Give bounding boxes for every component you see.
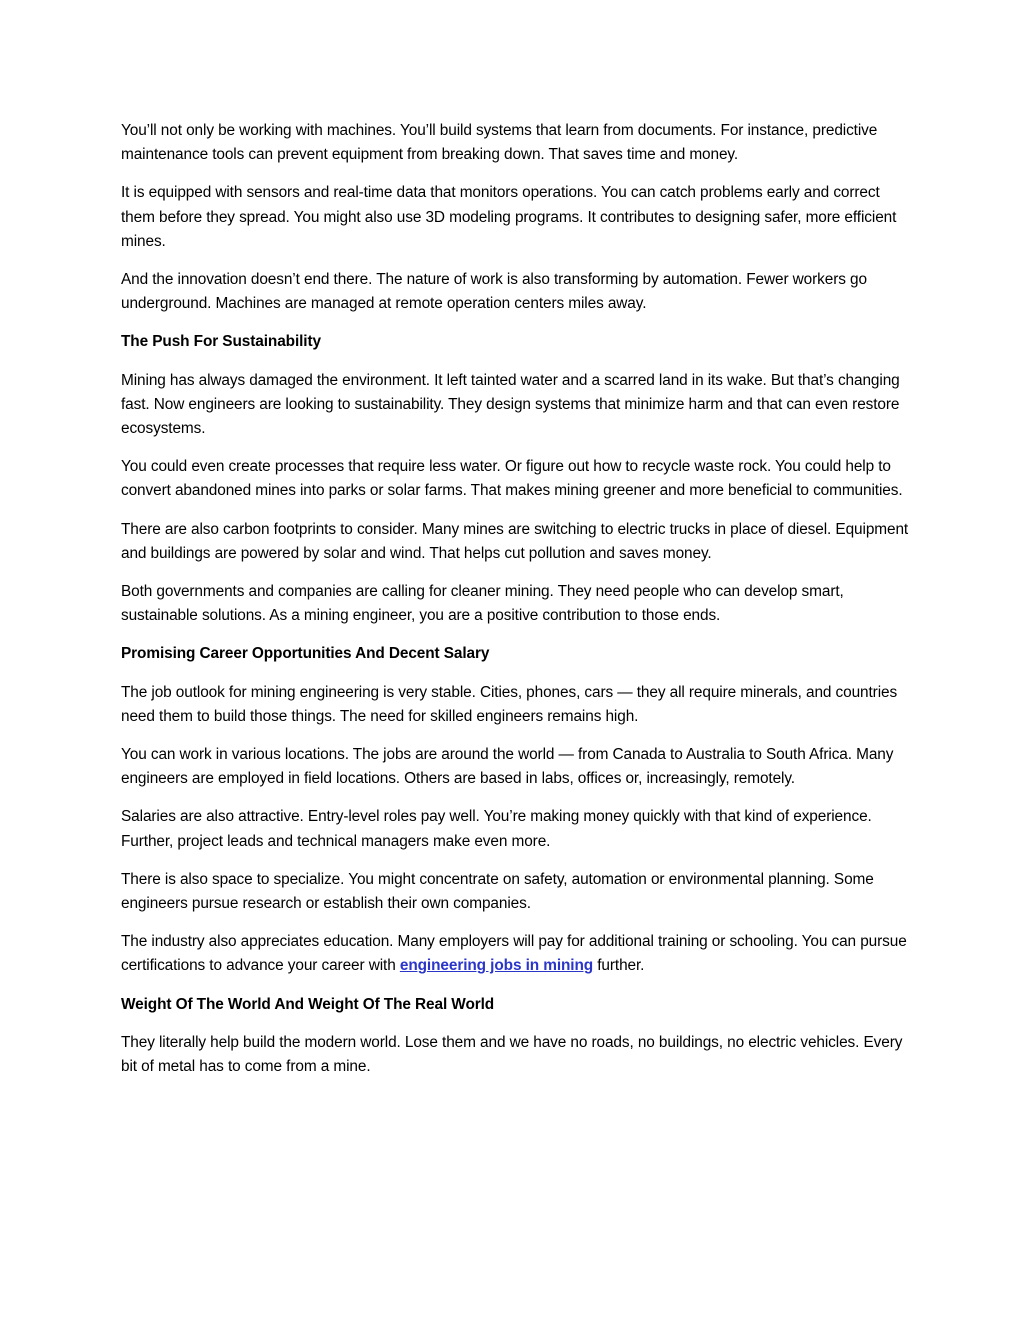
- paragraph-carbon: There are also carbon footprints to consider. Many mines are switching to electric trucks in place of diesel. Equipment and buildings are powered by solar and wind. That helps cut pollution and saves money.: [121, 520, 909, 562]
- paragraph-governments: Both governments and companies are calling for cleaner mining. They need people who can develop smart, sustainable solutions. As a mining engineer, you are a positive contribution to those ends.: [121, 583, 844, 625]
- paragraph-processes: You could even create processes that require less water. Or figure out how to recycle waste rock. You could help to convert abandoned mines into parks or solar farms. That makes mining greener and more beneficial to communities.: [121, 458, 903, 500]
- paragraph-education: [121, 930, 911, 978]
- education-text-before: The industry also appreciates education. Many employers will pay for additional training or schooling. You can pursue certifications to advance your career with: [121, 933, 907, 975]
- education-text-after: further.: [593, 957, 645, 975]
- heading-sustainability: The Push For Sustainability: [121, 333, 321, 351]
- engineering-jobs-link[interactable]: engineering jobs in mining: [399, 957, 594, 975]
- paragraph-machines: You’ll not only be working with machines. You’ll build systems that learn from documents. For instance, predictive maintenance tools can prevent equipment from breaking down. That saves time and money.: [121, 122, 878, 164]
- document-body: [121, 119, 911, 1093]
- paragraph-innovation: And the innovation doesn’t end there. The nature of work is also transforming by automation. Fewer workers go underground. Machines are managed at remote operation centers miles away.: [121, 271, 867, 313]
- heading-weight-of-world: Weight Of The World And Weight Of The Real World: [121, 995, 495, 1013]
- paragraph-locations: You can work in various locations. The jobs are around the world — from Canada to Australia to South Africa. Many engineers are employed in field locations. Others are based in labs, offices or, increasingly, remotely.: [121, 746, 894, 788]
- paragraph-sensors: It is equipped with sensors and real-time data that monitors operations. You can catch problems early and correct them before they spread. You might also use 3D modeling programs. It contributes to designing safer, more efficient mines.: [121, 184, 897, 250]
- paragraph-environment: Mining has always damaged the environment. It left tainted water and a scarred land in its wake. But that’s changing fast. Now engineers are looking to sustainability. They design systems that minimize harm and that can even restore ecosystems.: [121, 371, 900, 438]
- heading-career: Promising Career Opportunities And Decent Salary: [121, 645, 490, 663]
- paragraph-salaries: Salaries are also attractive. Entry-level roles pay well. You’re making money quickly with that kind of experience. Further, project leads and technical managers make even more.: [121, 808, 872, 850]
- paragraph-modern-world: They literally help build the modern world. Lose them and we have no roads, no buildings, no electric vehicles. Every bit of metal has to come from a mine.: [121, 1033, 903, 1076]
- paragraph-specialize: There is also space to specialize. You might concentrate on safety, automation or environmental planning. Some engineers pursue research or establish their own companies.: [121, 870, 874, 913]
- paragraph-outlook: The job outlook for mining engineering is very stable. Cities, phones, cars — they all require minerals, and countries need them to build those things. The need for skilled engineers remains high.: [121, 683, 898, 725]
